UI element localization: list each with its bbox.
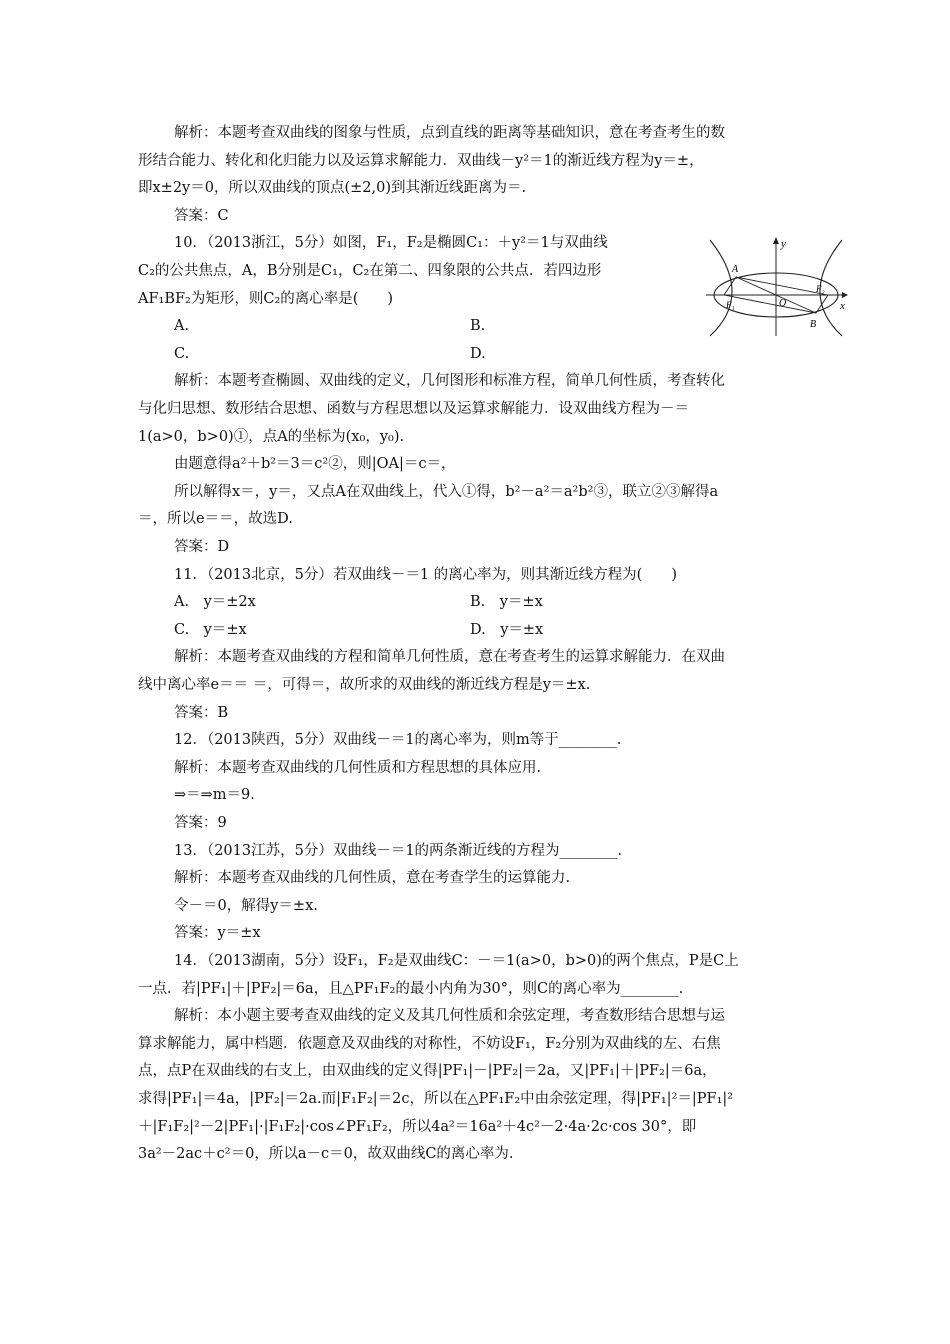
option-label: D. y＝±x: [470, 621, 544, 638]
text-line: 14．（2013湖南，5分）设F₁，F₂是双曲线C：－＝1(a>0，b>0)的两个焦点，P是C上: [174, 953, 739, 969]
text-line: 12．（2013陕西，5分）双曲线－＝1的离心率为，则m等于________.: [174, 732, 622, 749]
text-line: 解析：本题考查双曲线的方程和简单几何性质，意在考查考生的运算求解能力．在双曲: [174, 649, 725, 666]
ellipse-hyperbola-figure: [702, 232, 852, 342]
text-line: A.: [174, 318, 190, 335]
text-line: 由题意得a²＋b²＝3＝c²②，则|OA|＝c＝，: [174, 456, 456, 473]
text-line: 线中离心率e＝＝ ＝，可得＝，故所求的双曲线的渐近线方程是y＝±x.: [138, 677, 591, 693]
text-line: 10．（2013浙江，5分）如图，F₁，F₂是椭圆C₁：＋y²＝1与双曲线: [174, 235, 608, 252]
text-line: 求得|PF₁|＝4a，|PF₂|＝2a.而|F₁F₂|＝2c，所以在△PF₁F₂中由余弦定理，得|PF₁|²＝|PF₁|²: [138, 1091, 734, 1107]
text-line: 解析：本题考查双曲线的几何性质和方程思想的具体应用.: [174, 759, 542, 776]
text-line: C. y＝±x: [174, 621, 247, 638]
label-b: B: [810, 319, 817, 330]
option-label: B. y＝±x: [470, 594, 543, 611]
text-line: C.: [174, 345, 190, 362]
text-line: 答案：B: [174, 704, 229, 721]
text-line: 解析：本题考查双曲线的图象与性质，点到直线的距离等基础知识，意在考查考生的数: [174, 125, 725, 141]
text-line: ＋|F₁F₂|²－2|PF₁|·|F₁F₂|·cos∠PF₁F₂，所以4a²＝16a²＋4c²－2·4a·2c·cos 30°，即: [138, 1118, 697, 1135]
label-x: x: [840, 300, 845, 312]
text-line: 与化归思想、数形结合思想、函数与方程思想以及运算求解能力．设双曲线方程为－＝: [138, 401, 689, 417]
text-line: C₂的公共焦点，A，B分别是C₁，C₂在第二、四象限的公共点．若四边形: [138, 263, 602, 279]
text-line: ⇒＝⇒m＝9.: [174, 787, 255, 804]
label-y: y: [781, 238, 786, 250]
text-line: 点，点P在双曲线的右支上，由双曲线的定义得|PF₁|－|PF₂|＝2a，又|PF₁|＋|PF₂|＝6a，: [138, 1063, 717, 1080]
text-line: 答案：D: [174, 539, 230, 555]
text-line: 形结合能力、转化和化归能力以及运算求解能力．双曲线－y²＝1的渐近线方程为y＝±，: [138, 152, 704, 169]
text-line: 11．（2013北京，5分）若双曲线－＝1 的离心率为，则其渐近线方程为( ): [174, 566, 677, 583]
option-label: B.: [470, 318, 486, 335]
text-line: 解析：本题考查椭圆、双曲线的定义，几何图形和标准方程，简单几何性质，考查转化: [174, 373, 725, 390]
text-line: 解析：本小题主要考查双曲线的定义及其几何性质和余弦定理，考查数形结合思想与运: [174, 1008, 725, 1025]
text-line: 一点．若|PF₁|＋|PF₂|＝6a，且△PF₁F₂的最小内角为30°，则C的离心率为________.: [138, 980, 684, 997]
text-line: 令－＝0，解得y＝±x.: [174, 897, 318, 914]
option-label: D.: [470, 345, 486, 362]
text-line: 3a²－2ac＋c²＝0，所以a－c＝0，故双曲线C的离心率为.: [138, 1146, 514, 1163]
text-line: 13．（2013江苏，5分）双曲线－＝1的两条渐近线的方程为________.: [174, 842, 623, 859]
text-line: 答案：C: [174, 207, 229, 224]
text-line: ＝，所以e＝＝，故选D.: [138, 511, 293, 528]
text-line: 1(a>0，b>0)①，点A的坐标为(x₀，y₀).: [138, 428, 405, 445]
text-line: 解析：本题考查双曲线的几何性质，意在考查学生的运算能力.: [174, 870, 571, 887]
label-o: O: [779, 298, 787, 309]
text-line: 所以解得x＝，y＝，又点A在双曲线上，代入①得，b²－a²＝a²b²③，联立②③解得a: [174, 483, 719, 500]
label-f2: F₂: [816, 284, 825, 294]
text-line: 答案：9: [174, 815, 227, 831]
text-line: 即x±2y＝0，所以双曲线的顶点(±2,0)到其渐近线距离为＝.: [138, 180, 527, 197]
text-line: 算求解能力，属中档题．依题意及双曲线的对称性，不妨设F₁，F₂分别为双曲线的左、右焦: [138, 1035, 721, 1052]
label-a: A: [732, 264, 739, 275]
text-line: 答案：y＝±x: [174, 925, 261, 942]
label-f1: F₁: [726, 300, 735, 310]
y-axis-arrow: [773, 237, 779, 244]
text-line: AF₁BF₂为矩形，则C₂的离心率是( ): [138, 290, 394, 307]
x-axis-arrow: [842, 292, 848, 298]
text-line: A. y＝±2x: [174, 594, 256, 611]
